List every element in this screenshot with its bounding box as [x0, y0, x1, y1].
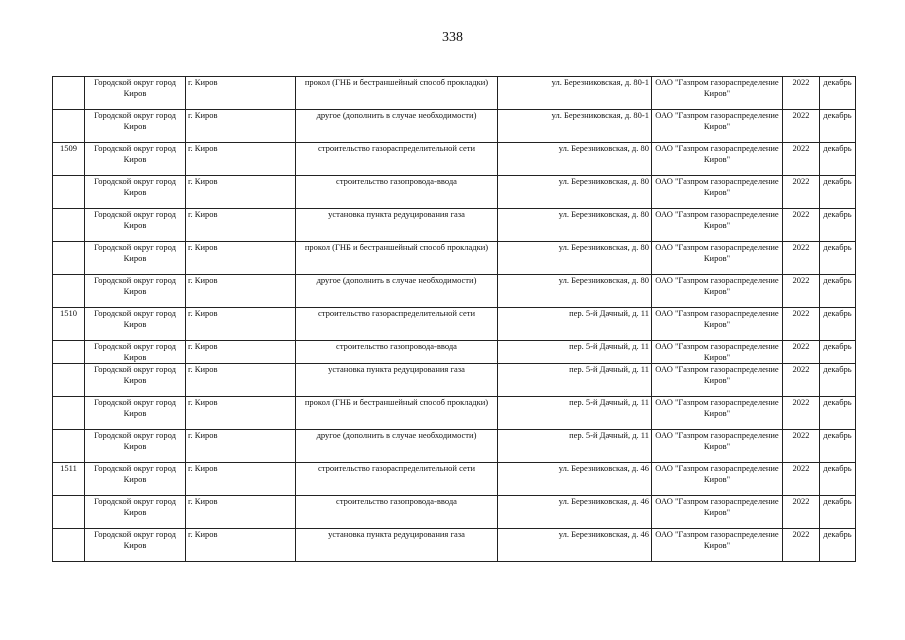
organization-cell: ОАО "Газпром газораспределение Киров": [652, 430, 783, 463]
year-cell: 2022: [783, 341, 820, 364]
address-cell: пер. 5-й Дачный, д. 11: [498, 397, 652, 430]
year-cell: 2022: [783, 77, 820, 110]
table-row: [53, 364, 856, 397]
municipality-cell: Городской округ город Киров: [85, 463, 186, 496]
table-row: [53, 143, 856, 176]
municipality-cell: Городской округ город Киров: [85, 308, 186, 341]
row-number: [53, 397, 85, 430]
city-cell: г. Киров: [186, 364, 296, 397]
address-cell: пер. 5-й Дачный, д. 11: [498, 430, 652, 463]
municipality-cell: Городской округ город Киров: [85, 209, 186, 242]
month-cell: декабрь: [820, 529, 856, 562]
organization-cell: ОАО "Газпром газораспределение Киров": [652, 397, 783, 430]
organization-cell: ОАО "Газпром газораспределение Киров": [652, 176, 783, 209]
organization-cell: ОАО "Газпром газораспределение Киров": [652, 110, 783, 143]
organization-cell: ОАО "Газпром газораспределение Киров": [652, 209, 783, 242]
row-number: [53, 275, 85, 308]
row-number: 1510: [53, 308, 85, 341]
work-type-cell: другое (дополнить в случае необходимости): [296, 275, 498, 308]
address-cell: пер. 5-й Дачный, д. 11: [498, 364, 652, 397]
municipality-cell: Городской округ город Киров: [85, 143, 186, 176]
work-type-cell: другое (дополнить в случае необходимости): [296, 430, 498, 463]
municipality-cell: Городской округ город Киров: [85, 397, 186, 430]
row-number: [53, 110, 85, 143]
organization-cell: ОАО "Газпром газораспределение Киров": [652, 341, 783, 364]
table-row: [53, 308, 856, 341]
year-cell: 2022: [783, 496, 820, 529]
year-cell: 2022: [783, 529, 820, 562]
city-cell: г. Киров: [186, 176, 296, 209]
organization-cell: ОАО "Газпром газораспределение Киров": [652, 463, 783, 496]
city-cell: г. Киров: [186, 242, 296, 275]
table-row: [53, 110, 856, 143]
table-row: [53, 242, 856, 275]
municipality-cell: Городской округ город Киров: [85, 496, 186, 529]
month-cell: декабрь: [820, 397, 856, 430]
work-type-cell: установка пункта редуцирования газа: [296, 529, 498, 562]
row-number: [53, 209, 85, 242]
municipality-cell: Городской округ город Киров: [85, 275, 186, 308]
work-type-cell: прокол (ГНБ и бестраншейный способ прокладки): [296, 397, 498, 430]
organization-cell: ОАО "Газпром газораспределение Киров": [652, 496, 783, 529]
month-cell: декабрь: [820, 77, 856, 110]
city-cell: г. Киров: [186, 463, 296, 496]
address-cell: ул. Березниковская, д. 80-1: [498, 77, 652, 110]
year-cell: 2022: [783, 463, 820, 496]
municipality-cell: Городской округ город Киров: [85, 529, 186, 562]
city-cell: г. Киров: [186, 496, 296, 529]
work-type-cell: прокол (ГНБ и бестраншейный способ прокладки): [296, 242, 498, 275]
city-cell: г. Киров: [186, 308, 296, 341]
row-number: [53, 242, 85, 275]
municipality-cell: Городской округ город Киров: [85, 341, 186, 364]
year-cell: 2022: [783, 308, 820, 341]
city-cell: г. Киров: [186, 529, 296, 562]
month-cell: декабрь: [820, 496, 856, 529]
month-cell: декабрь: [820, 110, 856, 143]
row-number: 1509: [53, 143, 85, 176]
city-cell: г. Киров: [186, 397, 296, 430]
municipality-cell: Городской округ город Киров: [85, 430, 186, 463]
city-cell: г. Киров: [186, 341, 296, 364]
address-cell: ул. Березниковская, д. 46: [498, 529, 652, 562]
city-cell: г. Киров: [186, 143, 296, 176]
address-cell: пер. 5-й Дачный, д. 11: [498, 308, 652, 341]
row-number: [53, 77, 85, 110]
month-cell: декабрь: [820, 275, 856, 308]
city-cell: г. Киров: [186, 110, 296, 143]
work-type-cell: строительство газораспределительной сети: [296, 308, 498, 341]
work-type-cell: строительство газораспределительной сети: [296, 143, 498, 176]
address-cell: ул. Березниковская, д. 80: [498, 242, 652, 275]
address-cell: ул. Березниковская, д. 80: [498, 143, 652, 176]
table-row: [53, 275, 856, 308]
row-number: [53, 496, 85, 529]
year-cell: 2022: [783, 430, 820, 463]
organization-cell: ОАО "Газпром газораспределение Киров": [652, 364, 783, 397]
table-row: [53, 77, 856, 110]
table-row: [53, 463, 856, 496]
work-type-cell: строительство газопровода-ввода: [296, 496, 498, 529]
municipality-cell: Городской округ город Киров: [85, 110, 186, 143]
organization-cell: ОАО "Газпром газораспределение Киров": [652, 529, 783, 562]
row-number: [53, 430, 85, 463]
work-type-cell: прокол (ГНБ и бестраншейный способ прокладки): [296, 77, 498, 110]
table-row: [53, 176, 856, 209]
organization-cell: ОАО "Газпром газораспределение Киров": [652, 242, 783, 275]
row-number: [53, 529, 85, 562]
month-cell: декабрь: [820, 364, 856, 397]
year-cell: 2022: [783, 275, 820, 308]
municipality-cell: Городской округ город Киров: [85, 364, 186, 397]
table-row: [53, 430, 856, 463]
work-type-cell: другое (дополнить в случае необходимости): [296, 110, 498, 143]
month-cell: декабрь: [820, 308, 856, 341]
year-cell: 2022: [783, 110, 820, 143]
address-cell: ул. Березниковская, д. 46: [498, 463, 652, 496]
municipality-cell: Городской округ город Киров: [85, 242, 186, 275]
address-cell: ул. Березниковская, д. 46: [498, 496, 652, 529]
month-cell: декабрь: [820, 430, 856, 463]
table-row: [53, 529, 856, 562]
table-row: [53, 209, 856, 242]
city-cell: г. Киров: [186, 275, 296, 308]
work-type-cell: установка пункта редуцирования газа: [296, 209, 498, 242]
year-cell: 2022: [783, 242, 820, 275]
works-table: [52, 76, 856, 562]
organization-cell: ОАО "Газпром газораспределение Киров": [652, 77, 783, 110]
organization-cell: ОАО "Газпром газораспределение Киров": [652, 143, 783, 176]
work-type-cell: строительство газораспределительной сети: [296, 463, 498, 496]
month-cell: декабрь: [820, 143, 856, 176]
address-cell: пер. 5-й Дачный, д. 11: [498, 341, 652, 364]
work-type-cell: строительство газопровода-ввода: [296, 341, 498, 364]
organization-cell: ОАО "Газпром газораспределение Киров": [652, 275, 783, 308]
work-type-cell: строительство газопровода-ввода: [296, 176, 498, 209]
year-cell: 2022: [783, 397, 820, 430]
city-cell: г. Киров: [186, 430, 296, 463]
row-number: [53, 176, 85, 209]
municipality-cell: Городской округ город Киров: [85, 77, 186, 110]
table-row: [53, 341, 856, 364]
table-row: [53, 496, 856, 529]
address-cell: ул. Березниковская, д. 80: [498, 209, 652, 242]
year-cell: 2022: [783, 176, 820, 209]
year-cell: 2022: [783, 364, 820, 397]
row-number: 1511: [53, 463, 85, 496]
page-number: 338: [442, 30, 463, 45]
address-cell: ул. Березниковская, д. 80: [498, 176, 652, 209]
address-cell: ул. Березниковская, д. 80-1: [498, 110, 652, 143]
address-cell: ул. Березниковская, д. 80: [498, 275, 652, 308]
organization-cell: ОАО "Газпром газораспределение Киров": [652, 308, 783, 341]
year-cell: 2022: [783, 143, 820, 176]
row-number: [53, 341, 85, 364]
year-cell: 2022: [783, 209, 820, 242]
work-type-cell: установка пункта редуцирования газа: [296, 364, 498, 397]
month-cell: декабрь: [820, 209, 856, 242]
month-cell: декабрь: [820, 463, 856, 496]
city-cell: г. Киров: [186, 209, 296, 242]
month-cell: декабрь: [820, 341, 856, 364]
row-number: [53, 364, 85, 397]
month-cell: декабрь: [820, 242, 856, 275]
month-cell: декабрь: [820, 176, 856, 209]
table-row: [53, 397, 856, 430]
city-cell: г. Киров: [186, 77, 296, 110]
municipality-cell: Городской округ город Киров: [85, 176, 186, 209]
